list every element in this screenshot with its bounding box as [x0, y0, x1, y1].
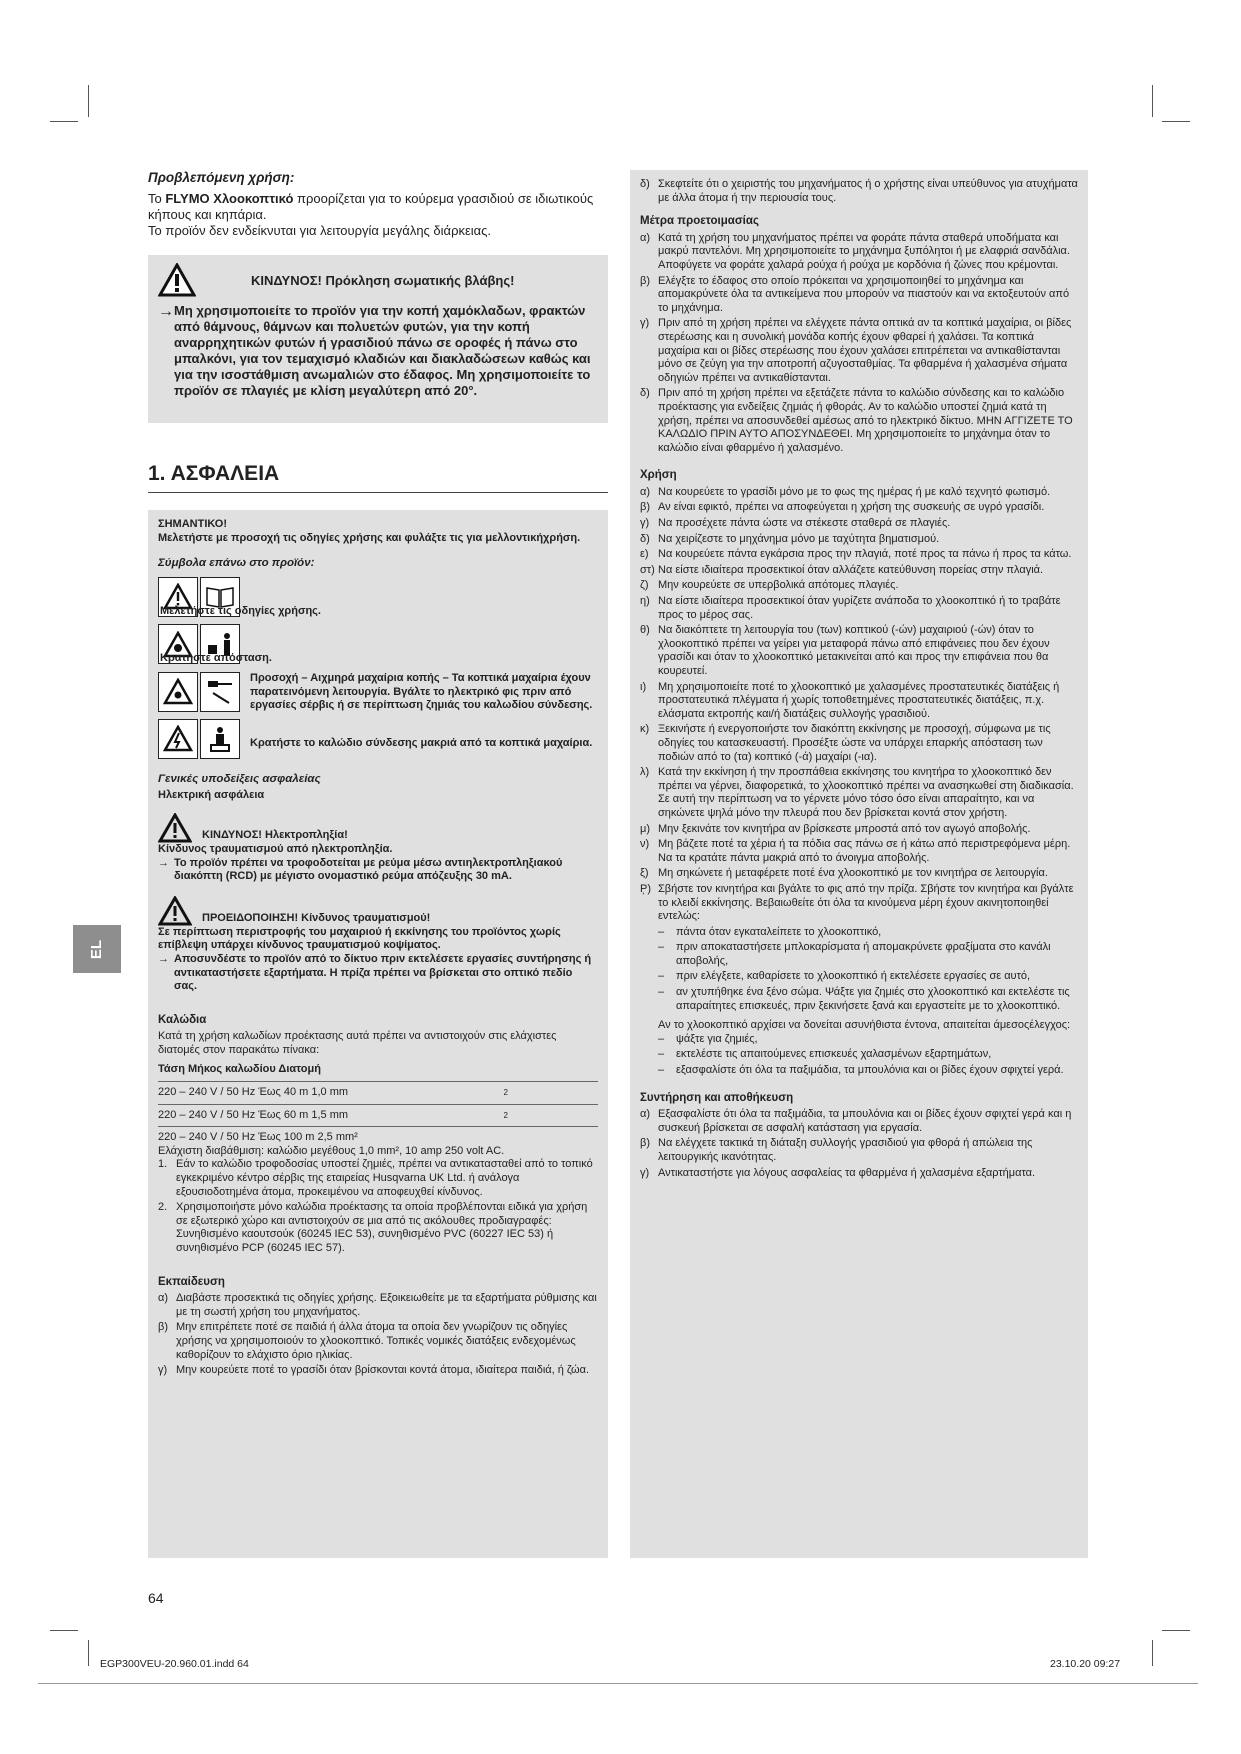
symbol-3-text: Προσοχή – Αιχμηρά μαχαίρια κοπής – Τα κοπτικά μαχαίρια έχουν παρατεινόμενη λειτουργία. Βγάλτε το ηλεκτρικό φις πριν από εργασίες σέρβις ή σε περίπτωση ζημιάς του καλωδίου σύνδεσης. [250, 671, 593, 712]
list-text: Μη σηκώνετε ή μεταφέρετε ποτέ ένα χλοοκοπτικό με τον κινητήρα σε λειτουργία. [658, 867, 1048, 880]
list-item [158, 1364, 598, 1378]
lightning-warning-icon [158, 719, 198, 759]
list-marker: ξ) [640, 867, 649, 880]
list-marker: θ) [640, 624, 650, 637]
intended-use [148, 170, 608, 239]
list-marker: β) [640, 1137, 650, 1150]
list-item [640, 548, 1078, 562]
symbol-1-text: Μελετήστε τις οδηγίες χρήσης. [160, 604, 321, 617]
list-marker: 1. [158, 1158, 168, 1171]
danger2-text: Το προϊόν πρέπει να τροφοδοτείται με ρεύμα μέσω αντιηλεκτροπληξιακού διακόπτη (RCD) με μέγιστο ονομαστικό ρεύμα απόζευξης 30 mA. [174, 856, 563, 883]
list-item [658, 926, 1078, 940]
general-heading: Γενικές υποδείξεις ασφαλείας [158, 772, 321, 785]
list-text: Εάν το καλώδιο τροφοδοσίας υποστεί ζημιές, πρέπει να αντικατασταθεί από το τοπικό εγκεκριμένο κέντρο σέρβις της εταιρείας Husqvarna UK Ltd. ή ανάλογα εξουσιοδοτημένα άτομα, προκειμένου να αποφευχθεί κίνδυνος. [176, 1158, 593, 1198]
list-text: Διαβάστε προσεκτικά τις οδηγίες χρήσης. Εξοικειωθείτε με τα εξαρτήματα ρύθμισης και με τη σωστή χρήση του μηχανήματος. [176, 1292, 597, 1318]
electric-warning-icon [158, 672, 198, 712]
list-marker: κ) [640, 723, 650, 736]
table-row [158, 1105, 598, 1128]
electric-heading: Ηλεκτρική ασφάλεια [158, 789, 265, 802]
danger-box [148, 255, 608, 423]
list-marker: δ) [640, 387, 650, 400]
use-list [640, 486, 1078, 924]
danger2-sub: Κίνδυνος τραυματισμού από ηλεκτροπληξία. [158, 842, 393, 855]
list-marker: γ) [640, 317, 650, 330]
crop-mark [1152, 85, 1153, 117]
list-text: πριν αποκαταστήσετε μπλοκαρίσματα ή απομακρύνετε φραξίματα στο κανάλι αποβολής, [676, 941, 1051, 967]
list-marker: – [658, 925, 665, 938]
list-text: Μη χρησιμοποιείτε ποτέ το χλοοκοπτικό με χαλασμένες προστατευτικές διατάξεις ή προστατευτικά πλέγματα ή χωρίς τοποθετημένες προστατευτικές διατάξεις, π.χ. ελάσματα εκτροπής και/ή διατάξεις συλλογής γρασιδιού. [658, 680, 1060, 720]
list-text: Να προσέχετε πάντα ώστε να στέκεστε σταθερά σε πλαγιές. [658, 517, 951, 530]
list-item [158, 1321, 598, 1362]
page-number: 64 [148, 1590, 164, 1606]
arrow-icon: → [158, 952, 169, 965]
danger2-title: ΚΙΝΔΥΝΟΣ! Ηλεκτροπληξία! [202, 829, 348, 842]
list-marker: στ) [640, 563, 655, 576]
list-marker: – [658, 970, 665, 983]
list-item [658, 986, 1078, 1013]
intended-use-heading: Προβλεπόμενη χρήση: [148, 170, 295, 185]
list-item [658, 1064, 1078, 1078]
list-marker: μ) [640, 822, 651, 835]
warning-sub: Σε περίπτωση περιστροφής του μαχαιριού ή εκκίνησης του προϊόντος χωρίς επίβλεψη υπάρχει κίνδυνος τραυματισμού κοψίματος. [158, 925, 561, 952]
list-text: Μην ξεκινάτε τον κινητήρα αν βρίσκεστε μπροστά από τον αγωγό αποβολής. [658, 822, 1031, 835]
symbol-2-text: Κρατήστε απόσταση. [160, 652, 272, 665]
min-section: Ελάχιστη διαβάθμιση: καλώδιο μεγέθους 1,0 mm², 10 amp 250 volt AC. [158, 1144, 505, 1157]
list-item [658, 941, 1078, 968]
crop-mark [88, 85, 89, 117]
list-item [158, 1158, 598, 1199]
list-item [658, 1048, 1078, 1062]
important-text: Μελετήστε με προσοχή τις οδηγίες χρήσης και φυλάξτε τις για μελλοντικήχρήση. [158, 531, 581, 544]
arrow-icon: → [158, 303, 174, 320]
footer-date: 23.10.20 09:27 [1050, 1658, 1121, 1670]
unplug-icon [200, 672, 240, 712]
list-text: Να κουρεύετε το γρασίδι μόνο με το φως της ημέρας ή με καλό τεχνητό φωτισμό. [658, 485, 1051, 498]
list-marker: ε) [640, 548, 649, 561]
list-marker: – [658, 941, 665, 954]
list-item [640, 517, 1078, 531]
list-text: Μην κουρεύετε ποτέ το γρασίδι όταν βρίσκονται κοντά άτομα, ιδιαίτερα παιδιά, ή ζώα. [176, 1364, 590, 1377]
important-title: ΣΗΜΑΝΤΙΚΟ! [158, 518, 228, 530]
table-cell: 220 – 240 V / 50 Hz Έως 60 m 1,5 mm [158, 1108, 349, 1121]
vibrate-list [640, 1033, 1078, 1078]
list-marker: ζ) [640, 579, 649, 592]
list-marker: 2. [158, 1201, 168, 1214]
list-marker: β) [640, 501, 650, 514]
crop-mark [50, 1630, 78, 1631]
list-item [640, 387, 1078, 455]
list-item [658, 970, 1078, 984]
list-text: Ελέγξτε το έδαφος στο οποίο πρόκειται να χρησιμοποιηθεί το μηχάνημα και απομακρύνετε όλα τα αντικείμενα που μπορούν να πιαστούν και να εκτοξευτούν από το μηχάνημα. [658, 274, 1070, 314]
list-item [640, 317, 1078, 385]
maint-list [640, 1108, 1078, 1180]
list-text: Χρησιμοποιήστε μόνο καλώδια προέκτασης τα οποία προβλέπονται ειδικά για χρήση σε εξωτερικό χώρο και αντιστοιχούν σε μια από τις ακόλουθες προδιαγραφές: Συνηθισμένο καουτσούκ (60245 IEC 53), συνηθισμένο PVC (60227 IEC 53) ή συνηθισμένο PCP (60245 IEC 57). [176, 1201, 588, 1254]
list-item [640, 1137, 1078, 1164]
list-text: εξασφαλίστε ότι όλα τα παξιμάδια, τα μπουλόνια και οι βίδες έχουν σφιχτεί γερά. [676, 1064, 1064, 1077]
table-superscript: 2 [503, 1110, 508, 1120]
prep-list [640, 232, 1078, 456]
list-marker: α) [640, 485, 651, 498]
list-text: Ξεκινήστε ή ενεργοποιήστε τον διακόπτη εκκίνησης με προσοχή, σύμφωνα με τις οδηγίες του κατασκευαστή. Προσέξτε ώστε να υπάρχει επαρκής απόσταση των ποδιών από το (τα) κοπτικό (-ά) μαχαίρι (-ια). [658, 723, 1051, 763]
cables-heading: Καλώδια [158, 1013, 207, 1026]
list-item [640, 1167, 1078, 1181]
list-marker: β) [640, 274, 650, 287]
list-text: Να κουρεύετε πάντα εγκάρσια προς την πλαγιά, ποτέ προς τα πάνω ή προς τα κάτω. [658, 548, 1072, 561]
list-item [640, 867, 1078, 881]
list-item [640, 766, 1078, 820]
list-text: Αντικαταστήστε για λόγους ασφαλείας τα φθαρμένα ή χαλασμένα εξαρτήματα. [658, 1166, 1036, 1179]
list-item [640, 564, 1078, 578]
list-item [640, 624, 1078, 678]
list-text: Μην επιτρέπετε ποτέ σε παιδιά ή άλλα άτομα τα οποία δεν γνωρίζουν τις οδηγίες χρήσης να χρησιμοποιούν το χλοοκοπτικό. Τοπικές νομικές διατάξεις ενδεχομένως καθορίζουν το ελάχιστο όριο ηλικίας. [176, 1321, 576, 1361]
list-item [640, 723, 1078, 764]
list-marker: – [658, 1032, 665, 1045]
intended-use-line1: Το FLYMO Χλοοκοπτικό προορίζεται για το κούρεμα γρασιδιού σε ιδιωτικούς κήπους και κηπάρια. [148, 191, 594, 222]
list-text: Μην κουρεύετε σε υπερβολικά απότομες πλαγιές. [658, 579, 899, 592]
crop-mark [1162, 1630, 1190, 1631]
danger-title: ΚΙΝΔΥΝΟΣ! Πρόκληση σωματικής βλάβης! [251, 272, 515, 288]
cable-table [158, 1082, 598, 1127]
symbol-row [158, 577, 598, 619]
list-marker: δ) [640, 532, 650, 545]
list-text: πριν ελέγξετε, καθαρίσετε το χλοοκοπτικό ή εκτελέσετε εργασίες σε αυτό, [676, 970, 1031, 983]
warning-triangle-icon [158, 896, 192, 926]
list-marker: β) [158, 1321, 168, 1334]
vibrate-text: Αν το χλοοκοπτικό αρχίσει να δονείται ασυνήθιστα έντονα, απαιτείται άμεσοςέλεγχος: [658, 1019, 1071, 1032]
list-marker: λ) [640, 766, 650, 779]
list-item [640, 823, 1078, 837]
dash-list [640, 926, 1078, 1014]
footer-rule [38, 1683, 1198, 1684]
list-item [640, 501, 1078, 515]
list-text: Να είστε ιδιαίτερα προσεκτικοί όταν γυρίζετε ανάποδα το χλοοκοπτικό ή το τραβάτε προς το μέρος σας. [658, 595, 1061, 621]
list-text: Μη βάζετε ποτέ τα χέρια ή τα πόδια σας πάνω σε ή κάτω από περιστρεφόμενα μέρη. Να τα κρατάτε πάντα μακριά από το άνοιγμα αποβολής. [658, 838, 1071, 864]
list-marker: ν) [640, 838, 650, 851]
list-item [640, 883, 1078, 924]
symbol-row [158, 672, 598, 713]
list-text: Να είστε ιδιαίτερα προσεκτικοί όταν αλλάζετε κατεύθυνση πορείας στην πλαγιά. [658, 563, 1044, 576]
list-marker: γ) [640, 1166, 650, 1179]
training-heading: Εκπαίδευση [158, 1275, 225, 1288]
list-marker: η) [640, 595, 650, 608]
crop-mark [88, 1640, 89, 1666]
list-text: Κατά την εκκίνηση ή την προσπάθεια εκκίνησης του κινητήρα το χλοοκοπτικό δεν πρέπει να γέρνει, διαφορετικά, το χλοοκοπτικό πρέπει να ανασηκωθεί στη διαδικασία. Σε αυτή την περίπτωση να το γέρνετε μόνο τόσο όσο είναι απαραίτητο, και να σηκώνετε ψηλά μόνο την πλευρά που δεν βρίσκεται κοντά στον χρήστη. [658, 766, 1074, 819]
list-text: πάντα όταν εγκαταλείπετε το χλοοκοπτικό, [676, 925, 882, 938]
list-item [640, 595, 1078, 622]
list-marker: α) [640, 231, 651, 244]
list-marker: γ) [158, 1364, 168, 1377]
list-marker: ι) [640, 680, 647, 693]
list-marker: γ) [640, 517, 650, 530]
symbol-row [158, 624, 598, 666]
list-item [640, 232, 1078, 273]
list-marker: α) [640, 1108, 651, 1121]
list-text: Πριν από τη χρήση πρέπει να εξετάζετε πάντα το καλώδιο σύνδεσης και το καλώδιο προέκτασης για ενδείξεις ζημιάς ή φθοράς. Αν το καλώδιο υποστεί ζημιά κατά τη χρήση, πρέπει να αποσυνδεθεί αμέσως από το ηλεκτρικό δίκτυο. ΜΗΝ ΑΓΓΙΖΕΤΕ ΤΟ ΚΑΛΩΔΙΟ ΠΡΙΝ ΑΥΤΟ ΑΠΟΣΥΝΔΕΘΕΙ. Μη χρησιμοποιείτε το μηχάνημα όταν το καλώδιο είναι φθαρμένο ή χαλασμένο. [658, 387, 1073, 454]
list-text: Εξασφαλίστε ότι όλα τα παξιμάδια, τα μπουλόνια και οι βίδες έχουν σφιχτεί γερά και η συσκευή βρίσκεται σε ασφαλή κατάσταση για εργασία. [658, 1108, 1072, 1134]
crop-mark [1162, 121, 1190, 122]
table-row [158, 1082, 598, 1105]
warning-title: ΠΡΟΕΙΔΟΠΟΙΗΣΗ! Κίνδυνος τραυματισμού! [202, 912, 431, 925]
list-marker: P̦) [640, 882, 651, 895]
list-item [640, 486, 1078, 500]
intended-use-line2: Το προϊόν δεν ενδείκνυται για λειτουργία μεγάλης διάρκειας. [148, 223, 492, 238]
list-marker: – [658, 1064, 665, 1077]
warning-text: Αποσυνδέστε το προϊόν από το δίκτυο πριν εκτελέσετε εργασίες συντήρησης ή αντικαταστήσετε εξαρτήματα. Η πρίζα πρέπει να βρίσκεται στο οπτικό πεδίο σας. [174, 952, 592, 993]
symbols-heading: Σύμβολα επάνω στο προϊόν: [158, 557, 315, 570]
use-heading: Χρήση [640, 469, 677, 482]
list-marker: – [658, 986, 665, 999]
symbol-row [158, 719, 598, 759]
list-text: εκτελέστε τις απαιτούμενες επισκευές χαλασμένων εξαρτημάτων, [676, 1048, 992, 1061]
crop-mark [50, 121, 78, 122]
list-text: ψάξτε για ζημιές, [676, 1032, 758, 1045]
list-item [158, 1201, 598, 1255]
crop-mark [1152, 1640, 1153, 1666]
safety-box-right [630, 170, 1088, 1558]
table-superscript: 2 [503, 1088, 508, 1098]
list-item [640, 1108, 1078, 1135]
list-item [640, 838, 1078, 865]
maint-heading: Συντήρηση και αποθήκευση [640, 1091, 794, 1104]
warning-triangle-icon [158, 813, 192, 843]
list-marker: – [658, 1048, 665, 1061]
list-item [640, 681, 1078, 722]
table-header: Τάση Μήκος καλωδίου Διατομή [158, 1063, 598, 1082]
list-text: Να διακόπτετε τη λειτουργία του (των) κοπτικού (-ών) μαχαιριού (-ών) όταν το χλοοκοπτικό πρέπει να γείρει για μεταφορά πάνω από επιφάνειες που δεν έχουν γρασίδι και όταν το χλοοκοπτικό μετακινείται από και προς την επιφάνεια που θα κουρευτεί. [658, 624, 1050, 677]
safety-box-left [148, 510, 608, 1558]
cable-list [158, 1158, 598, 1255]
language-tab: EL [73, 925, 121, 973]
arrow-icon: → [158, 856, 169, 869]
list-marker: α) [158, 1292, 169, 1305]
prep-heading: Μέτρα προετοιμασίας [640, 215, 759, 228]
footer-file: EGP300VEU-20.960.01.indd 64 [100, 1658, 249, 1670]
list-item: δ) Σκεφτείτε ότι ο χειριστής του μηχανήματος ή ο χρήστης είναι υπεύθυνος για ατυχήματα με άλλα άτομα ή την περιουσία τους. [640, 178, 1078, 204]
symbol-4-text: Κρατήστε το καλώδιο σύνδεσης μακριά από τα κοπτικά μαχαίρια. [250, 736, 593, 749]
mower-cable-icon [200, 719, 240, 759]
list-text: Πριν από τη χρήση πρέπει να ελέγχετε πάντα οπτικά αν τα κοπτικά μαχαίρια, οι βίδες στερέωσης και η συνολική μονάδα κοπής έχουν φθαρεί ή χαλάσει. Τα κοπτικά μαχαίρια και οι βίδες στερέωσης που έχουν χαλάσει επιτρέπεται να αντικαθίστανται μόνο σε ζεύγη για την αποτροπή αζυγοσταθμίας. Τα φθαρμένα ή χαλασμένα σήματα οδηγιών πρέπει να αντικαθίστανται. [658, 317, 1072, 384]
list-item [640, 579, 1078, 593]
list-text: αν χτυπήθηκε ένα ξένο σώμα. Ψάξτε για ζημιές στο χλοοκοπτικό και εκτελέστε τις απαραίτητες επισκευές, πριν ξεκινήσετε ξανά και εργαστείτε με το χλοοκοπτικό. [676, 986, 1070, 1012]
list-text: Κατά τη χρήση του μηχανήματος πρέπει να φοράτε πάντα σταθερά υποδήματα και μακρύ παντελόνι. Μη χρησιμοποιείτε το μηχάνημα ξυπόλητοι ή με ελαφριά σανδάλια. Αποφύγετε να φοράτε χαλαρά ρούχα ή ρούχα με κορδόνια ή ζώνες που κρέμονται. [658, 231, 1070, 271]
list-text: Αν είναι εφικτό, πρέπει να αποφεύγεται η χρήση της συσκευής σε υγρό γρασίδι. [658, 501, 1045, 514]
table-row: 220 – 240 V / 50 Hz Έως 100 m 2,5 mm² [158, 1131, 358, 1144]
list-text: Σβήστε τον κινητήρα και βγάλτε το φις από την πρίζα. Σβήστε τον κινητήρα και βγάλτε το κλειδί εκκίνησης. Βεβαιωθείτε ότι όλα τα κινούμενα μέρη έχουν ακινητοποιηθεί εντελώς: [658, 882, 1074, 923]
list-text: Να ελέγχετε τακτικά τη διάταξη συλλογής γρασιδιού για φθορά ή απώλεια της λειτουργικής ικανότητας. [658, 1137, 1033, 1163]
list-item [658, 1033, 1078, 1047]
list-item [158, 1292, 598, 1319]
danger-text: Μη χρησιμοποιείτε το προϊόν για την κοπή χαμόκλαδων, φρακτών από θάμνους, θάμνων και πολυετών φυτών, για την κοπή αναρρηχητικών φυτών ή γρασιδιού πάνω σε οροφές ή πάνω στο μπαλκόνι, για τον τεμαχισμό κλαδιών και διακλαδώσεων καθώς και για την ισοστάθμιση ανωμαλιών στο έδαφος. Μη χρησιμοποιείτε το προϊόν σε πλαγιές με κλίση μεγαλύτερη από 20°. [174, 303, 591, 398]
section-title: 1. ΑΣΦΑΛΕΙΑ [148, 462, 608, 493]
training-list [158, 1292, 598, 1378]
list-item [640, 275, 1078, 316]
cables-text: Κατά τη χρήση καλωδίων προέκτασης αυτά πρέπει να αντιστοιχούν στις ελάχιστες διατομές στον παρακάτω πίνακα: [158, 1030, 557, 1056]
list-item [640, 533, 1078, 547]
warning-triangle-icon [158, 263, 196, 297]
table-cell: 220 – 240 V / 50 Hz Έως 40 m 1,0 mm [158, 1086, 349, 1099]
list-text: Να χειρίζεστε το μηχάνημα μόνο με ταχύτητα βηματισμού. [658, 532, 940, 545]
